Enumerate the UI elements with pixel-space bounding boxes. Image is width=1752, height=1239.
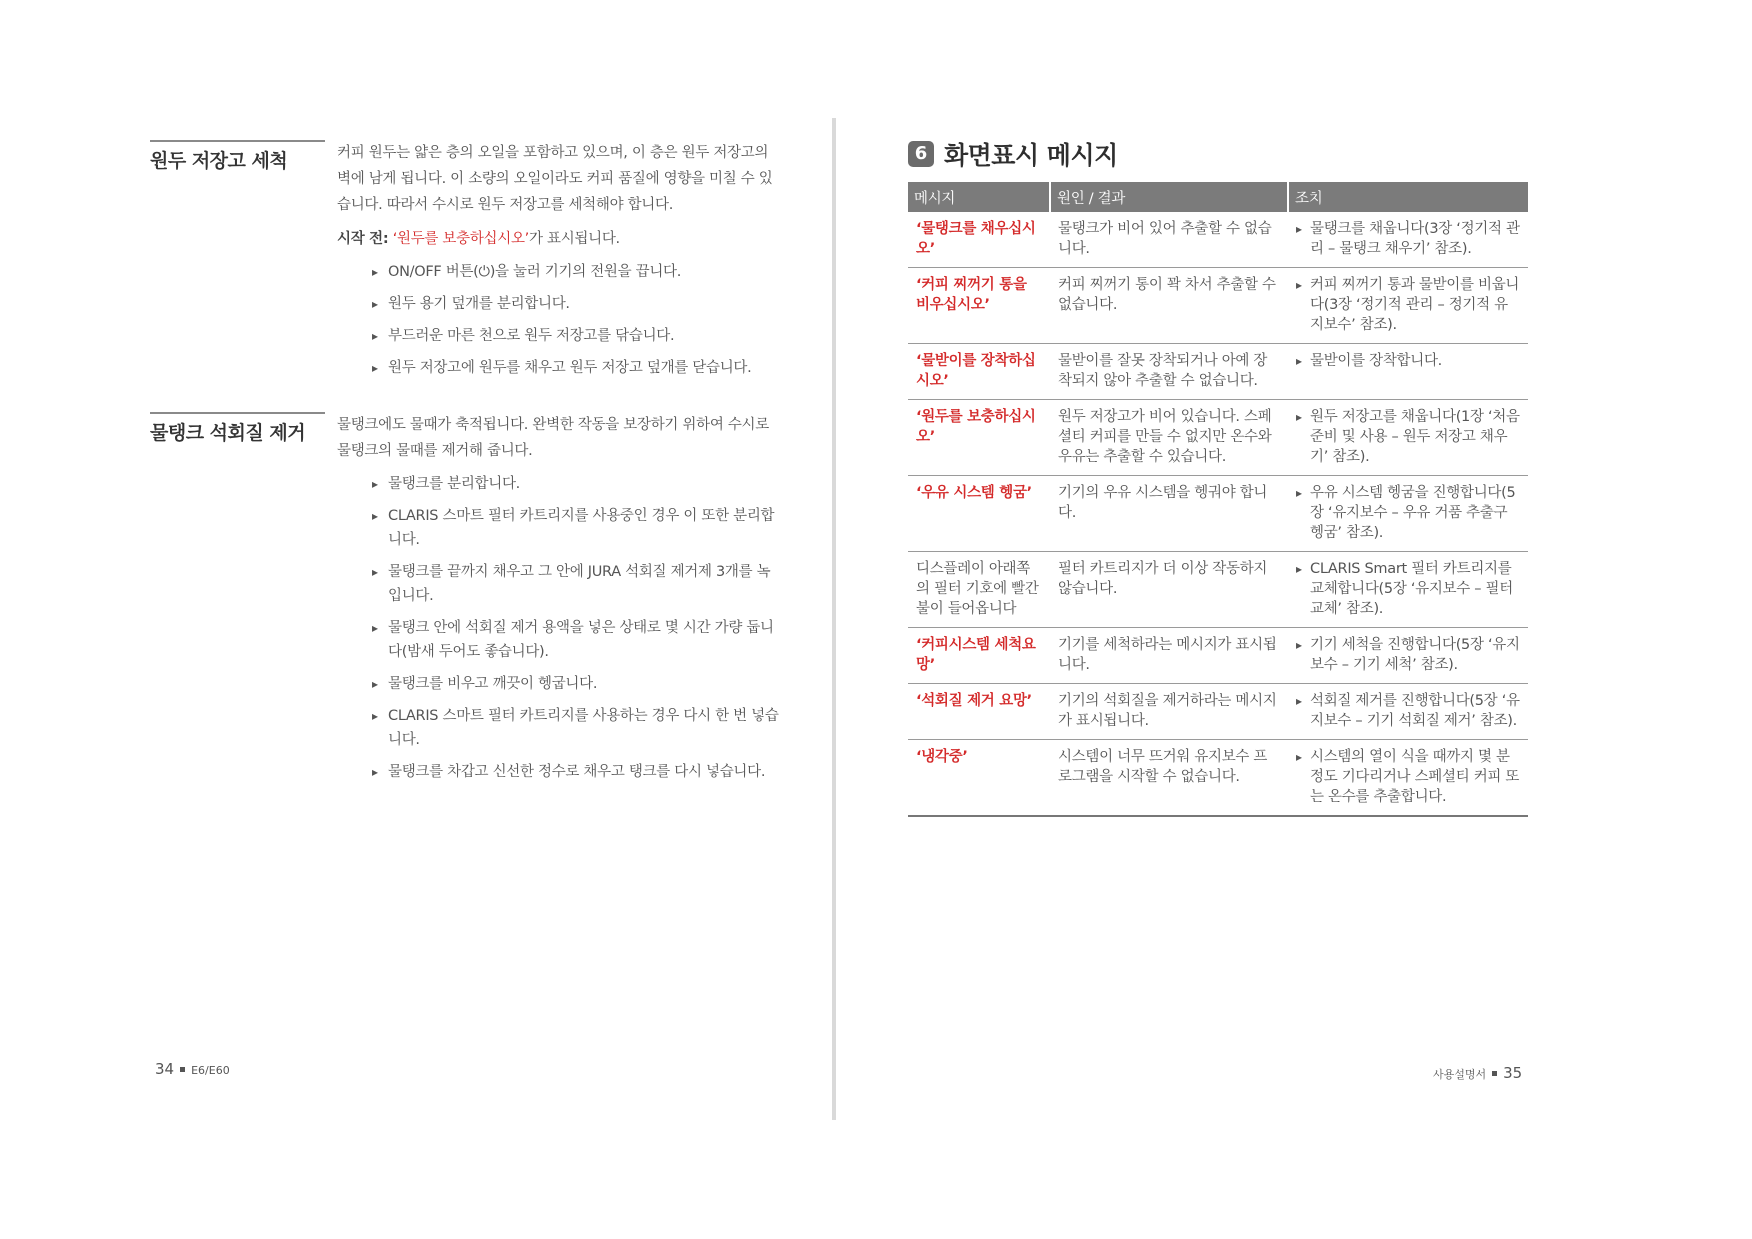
right-page (840, 0, 1752, 1239)
model-name: E6/E60 (191, 1064, 230, 1077)
table-row (908, 476, 1528, 552)
page-number: 34 (155, 1060, 175, 1078)
action-cell: ▸ 우유 시스템 헹굼을 진행합니다(5장 ‘유지보수 – 우유 거품 추출구 헹굼’ 참조). (1288, 476, 1528, 552)
step-item: ▸ 물탱크를 끝까지 채우고 그 안에 JURA 석회질 제거제 3개를 녹입니다. (372, 560, 780, 608)
cause-cell: 커피 찌꺼기 통이 꽉 차서 추출할 수 없습니다. (1050, 268, 1288, 344)
cause-cell: 기기의 석회질을 제거하라는 메시지가 표시됩니다. (1050, 684, 1288, 740)
step-list (337, 472, 780, 784)
left-page (0, 0, 835, 1239)
action-cell: ▸ 물받이를 장착합니다. (1288, 344, 1528, 400)
message-cell: ‘석회질 제거 요망’ (908, 684, 1050, 740)
step-item: ▸ 물탱크를 분리합니다. (372, 472, 780, 496)
step-item: ▸ 물탱크를 차갑고 신선한 정수로 채우고 탱크를 다시 넣습니다. (372, 760, 780, 784)
step-item: ▸ 원두 용기 덮개를 분리합니다. (372, 292, 780, 316)
section-heading: 원두 저장고 세척 (150, 140, 325, 173)
precondition-message: ‘원두를 보충하십시오’ (392, 231, 529, 247)
action-cell: ▸ CLARIS Smart 필터 카트리지를 교체합니다(5장 ‘유지보수 – 필터 교체’ 참조). (1288, 552, 1528, 628)
message-cell: ‘냉각중’ (908, 740, 1050, 817)
step-item: ▸ ON/OFF 버튼(⏻)을 눌러 기기의 전원을 끕니다. (372, 260, 780, 284)
table-row (908, 344, 1528, 400)
action-cell: ▸ 원두 저장고를 채웁니다(1장 ‘처음 준비 및 사용 – 원두 저장고 채우기’ 참조). (1288, 400, 1528, 476)
step-list (337, 260, 780, 380)
cause-cell: 필터 카트리지가 더 이상 작동하지 않습니다. (1050, 552, 1288, 628)
square-bullet-icon (1492, 1071, 1497, 1076)
precondition (337, 226, 780, 252)
column-header: 조치 (1288, 182, 1528, 212)
action-cell: ▸ 석회질 제거를 진행합니다(5장 ‘유지보수 – 기기 석회질 제거’ 참조). (1288, 684, 1528, 740)
section-body (337, 412, 780, 792)
step-item: ▸ CLARIS 스마트 필터 카트리지를 사용하는 경우 다시 한 번 넣습니다. (372, 704, 780, 752)
table-row (908, 268, 1528, 344)
left-footer (155, 1060, 230, 1078)
section-intro: 커피 원두는 얇은 층의 오일을 포함하고 있으며, 이 층은 원두 저장고의 벽에 남게 됩니다. 이 소량의 오일이라도 커피 품질에 영향을 미칠 수 있습니다. 따라서 수시로 원두 저장고를 세척해야 합니다. (337, 145, 773, 213)
table-header-row (908, 182, 1528, 212)
section-heading: 물탱크 석회질 제거 (150, 412, 325, 445)
section-body (337, 140, 780, 388)
step-item: ▸ 원두 저장고에 원두를 채우고 원두 저장고 덮개를 닫습니다. (372, 356, 780, 380)
message-cell: ‘물탱크를 채우십시오’ (908, 212, 1050, 268)
square-bullet-icon (180, 1067, 185, 1072)
column-header: 원인 / 결과 (1050, 182, 1288, 212)
step-item: ▸ 물탱크 안에 석회질 제거 용액을 넣은 상태로 몇 시간 가량 둡니다(밤새 두어도 좋습니다). (372, 616, 780, 664)
action-cell: ▸ 물탱크를 채웁니다(3장 ‘정기적 관리 – 물탱크 채우기’ 참조). (1288, 212, 1528, 268)
page-number: 35 (1503, 1064, 1523, 1082)
precondition-rest: 가 표시됩니다. (528, 231, 620, 247)
right-footer (1433, 1064, 1522, 1082)
table-row (908, 628, 1528, 684)
action-cell: ▸ 커피 찌꺼기 통과 물받이를 비웁니다(3장 ‘정기적 관리 – 정기적 유지보수’ 참조). (1288, 268, 1528, 344)
table-row (908, 552, 1528, 628)
message-cell: ‘우유 시스템 헹굼’ (908, 476, 1050, 552)
chapter-number-badge: 6 (908, 141, 934, 167)
cause-cell: 기기의 우유 시스템을 헹궈야 합니다. (1050, 476, 1288, 552)
cause-cell: 원두 저장고가 비어 있습니다. 스페셜티 커피를 만들 수 없지만 온수와 우유는 추출할 수 있습니다. (1050, 400, 1288, 476)
message-cell: ‘커피 찌꺼기 통을 비우십시오’ (908, 268, 1050, 344)
table-row (908, 740, 1528, 817)
section-intro: 물탱크에도 물때가 축적됩니다. 완벽한 작동을 보장하기 위하여 수시로 물탱크의 물때를 제거해 줍니다. (337, 417, 769, 459)
chapter-header (908, 136, 1118, 172)
message-cell: 디스플레이 아래쪽의 필터 기호에 빨간 불이 들어옵니다 (908, 552, 1050, 628)
cause-cell: 기기를 세척하라는 메시지가 표시됩니다. (1050, 628, 1288, 684)
message-table (908, 182, 1528, 817)
table-row (908, 212, 1528, 268)
step-item: ▸ 부드러운 마른 천으로 원두 저장고를 닦습니다. (372, 324, 780, 348)
precondition-label: 시작 전: (337, 231, 389, 247)
message-cell: ‘원두를 보충하십시오’ (908, 400, 1050, 476)
cause-cell: 물탱크가 비어 있어 추출할 수 없습니다. (1050, 212, 1288, 268)
cause-cell: 물받이를 잘못 장착되거나 아예 장착되지 않아 추출할 수 없습니다. (1050, 344, 1288, 400)
step-item: ▸ 물탱크를 비우고 깨끗이 헹굽니다. (372, 672, 780, 696)
manual-label: 사용설명서 (1433, 1068, 1487, 1081)
step-item: ▸ CLARIS 스마트 필터 카트리지를 사용중인 경우 이 또한 분리합니다. (372, 504, 780, 552)
book-spine (832, 118, 836, 1120)
table-row (908, 684, 1528, 740)
message-cell: ‘물받이를 장착하십시오’ (908, 344, 1050, 400)
chapter-title: 화면표시 메시지 (944, 141, 1118, 170)
table-row (908, 400, 1528, 476)
action-cell: ▸ 시스템의 열이 식을 때까지 몇 분 정도 기다리거나 스페셜티 커피 또는 온수를 추출합니다. (1288, 740, 1528, 817)
cause-cell: 시스템이 너무 뜨거워 유지보수 프로그램을 시작할 수 없습니다. (1050, 740, 1288, 817)
column-header: 메시지 (908, 182, 1050, 212)
action-cell: ▸ 기기 세척을 진행합니다(5장 ‘유지보수 – 기기 세척’ 참조). (1288, 628, 1528, 684)
message-cell: ‘커피시스템 세척요망’ (908, 628, 1050, 684)
